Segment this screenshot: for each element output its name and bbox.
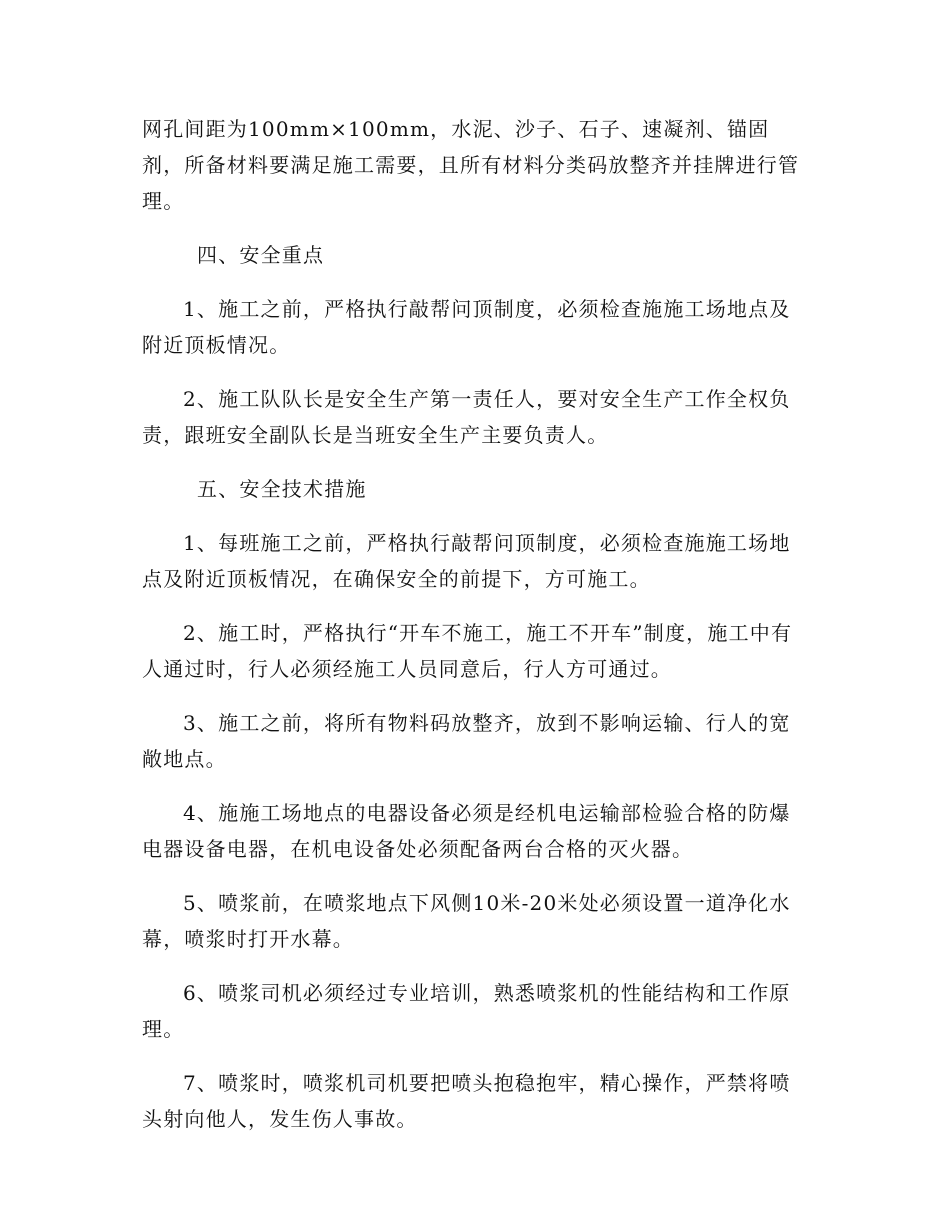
paragraph-measure-1: 1、每班施工之前，严格执行敲帮问顶制度，必须检查施施工场地点及附近顶板情况，在确保安全的前提下，方可施工。 — [142, 531, 791, 591]
paragraph-measure-7: 7、喷浆时，喷浆机司机要把喷头抱稳抱牢，精心操作，严禁将喷头射向他人，发生伤人事故。 — [142, 1071, 791, 1131]
paragraph-safety-focus-1: 1、施工之前，严格执行敲帮问顶制度，必须检查施施工场地点及附近顶板情况。 — [142, 297, 791, 357]
section-heading-safety-measures: 五、安全技术措施 — [197, 477, 367, 501]
paragraph-materials: 网孔间距为100mm×100mm，水泥、沙子、石子、速凝剂、锚固剂，所备材料要满足施工需要，且所有材料分类码放整齐并挂牌进行管理。 — [142, 117, 800, 213]
paragraph-measure-3: 3、施工之前，将所有物料码放整齐，放到不影响运输、行人的宽敞地点。 — [142, 711, 791, 771]
paragraph-safety-focus-2: 2、施工队队长是安全生产第一责任人，要对安全生产工作全权负责，跟班安全副队长是当班安全生产主要负责人。 — [142, 387, 791, 447]
paragraph-measure-2: 2、施工时，严格执行“开车不施工，施工不开车”制度，施工中有人通过时，行人必须经施工人员同意后，行人方可通过。 — [142, 621, 793, 681]
paragraph-measure-4: 4、施施工场地点的电器设备必须是经机电运输部检验合格的防爆电器设备电器，在机电设备处必须配备两台合格的灭火器。 — [142, 801, 791, 861]
paragraph-measure-5: 5、喷浆前，在喷浆地点下风侧10米-20米处必须设置一道净化水幕，喷浆时打开水幕。 — [142, 891, 791, 951]
section-heading-safety-focus: 四、安全重点 — [197, 243, 325, 267]
document-body — [142, 111, 806, 1137]
paragraph-measure-6: 6、喷浆司机必须经过专业培训，熟悉喷浆机的性能结构和工作原理。 — [142, 981, 791, 1041]
